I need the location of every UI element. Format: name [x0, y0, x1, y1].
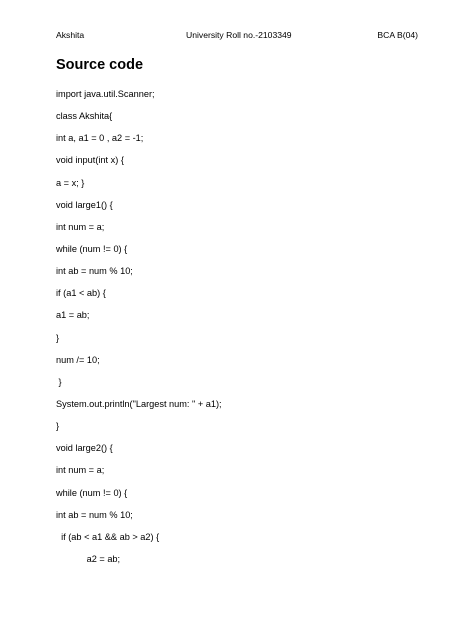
code-line: a2 = ab;	[56, 554, 121, 564]
code-line: import java.util.Scanner;	[56, 89, 155, 99]
code-line: class Akshita{	[56, 111, 113, 121]
section-title: Source code	[56, 57, 144, 73]
code-line: void large1() {	[56, 200, 113, 210]
code-line: a = x; }	[56, 178, 85, 188]
code-line: num /= 10;	[56, 355, 100, 365]
code-line: int ab = num % 10;	[56, 266, 133, 276]
code-line: }	[56, 421, 60, 431]
header-class: BCA B(04)	[377, 30, 418, 40]
code-line: }	[56, 333, 60, 343]
code-line: int ab = num % 10;	[56, 510, 133, 520]
header-author: Akshita	[56, 30, 85, 40]
code-line: int num = a;	[56, 465, 105, 475]
code-line: if (a1 < ab) {	[56, 288, 106, 298]
code-line: int num = a;	[56, 222, 105, 232]
code-line: while (num != 0) {	[56, 244, 128, 254]
code-line: }	[56, 377, 62, 387]
code-line: void input(int x) {	[56, 155, 124, 165]
code-line: while (num != 0) {	[56, 488, 128, 498]
code-line: a1 = ab;	[56, 310, 90, 320]
code-line: void large2() {	[56, 443, 113, 453]
code-line: int a, a1 = 0 , a2 = -1;	[56, 133, 144, 143]
code-line: System.out.println("Largest num: " + a1);	[56, 399, 222, 409]
header-roll-number: University Roll no.-2103349	[186, 30, 292, 40]
code-line: if (ab < a1 && ab > a2) {	[56, 532, 160, 542]
page-header	[56, 30, 418, 44]
